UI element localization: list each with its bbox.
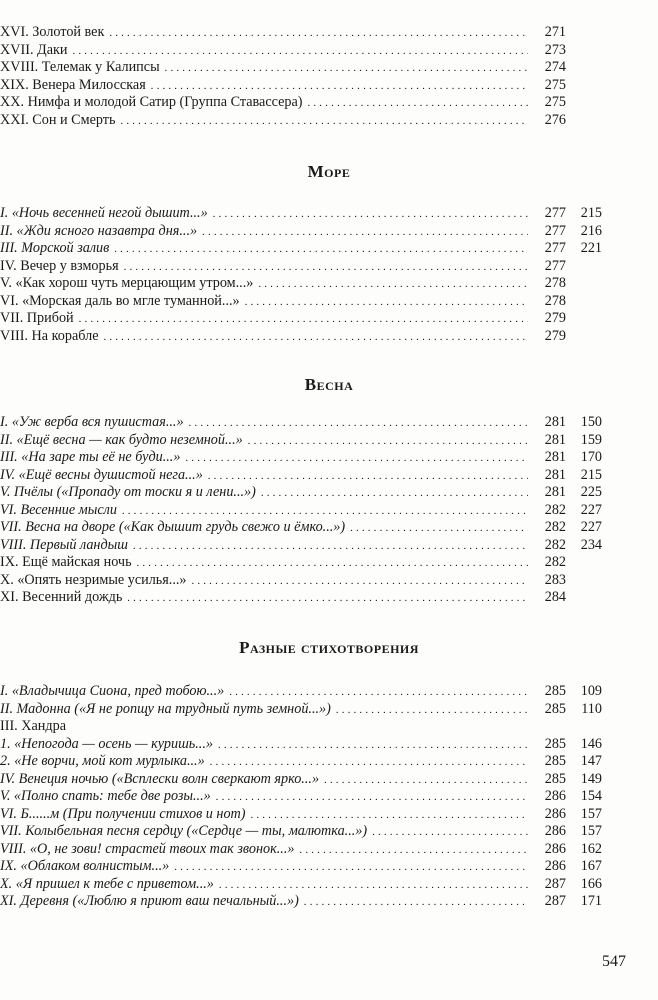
toc-entry	[0, 275, 658, 293]
toc-entry	[0, 823, 658, 841]
entry-title	[0, 554, 528, 573]
entry-ref: 215	[580, 466, 602, 483]
entry-title	[0, 94, 528, 113]
entry-title	[0, 449, 528, 468]
toc-entry	[0, 328, 658, 346]
entry-page: 276	[532, 112, 566, 130]
entry-title	[0, 701, 528, 720]
entry-page: 282	[532, 519, 566, 537]
toc-entry	[0, 24, 658, 42]
entry-title	[0, 240, 528, 259]
toc-entry	[0, 893, 658, 911]
toc-entry	[0, 519, 658, 537]
entry-ref: 146	[580, 735, 602, 752]
entry-page: 284	[532, 589, 566, 607]
toc-entry	[0, 753, 658, 771]
entry-title	[0, 858, 528, 877]
entry-page: 281	[532, 467, 566, 485]
toc-entry	[0, 223, 658, 241]
entry-title-text: XI. Весенний дождь	[0, 589, 123, 605]
entry-title	[0, 328, 528, 347]
entry-title-text: VIII. «О, не зови! страстей твоих так звонок...»	[0, 840, 295, 857]
entry-title	[0, 205, 528, 224]
entry-ref: 170	[580, 449, 602, 465]
toc-entry	[0, 788, 658, 806]
entry-title-text: VI. Б......м (При получении стихов и нот)	[0, 805, 246, 822]
entry-title-text: II. Мадонна («Я не ропщу на трудный путь земной...»)	[0, 700, 331, 717]
entry-ref: 147	[580, 753, 602, 769]
entry-page: 281	[532, 432, 566, 450]
toc-section-sea	[0, 205, 658, 345]
entry-title	[0, 112, 528, 131]
entry-title	[0, 806, 528, 825]
entry-page: 281	[532, 484, 566, 502]
toc-entry	[0, 310, 658, 328]
entry-ref: 162	[580, 840, 602, 857]
toc-entry	[0, 589, 658, 607]
entry-title-text: XVII. Даки	[0, 41, 68, 58]
entry-page: 278	[532, 275, 566, 293]
entry-ref: 166	[580, 875, 602, 892]
entry-title	[0, 537, 528, 556]
toc-entry	[0, 718, 658, 736]
entry-title-text: I. «Ночь весенней негой дышит...»	[0, 205, 208, 221]
toc-entry	[0, 806, 658, 824]
entry-title	[0, 572, 528, 591]
toc-entry	[0, 112, 658, 130]
entry-page: 279	[532, 328, 566, 346]
entry-page: 273	[532, 42, 566, 60]
entry-title-text: III. Морской залив	[0, 240, 110, 256]
entry-page: 285	[532, 771, 566, 789]
toc-entry	[0, 449, 658, 467]
entry-page: 275	[532, 94, 566, 112]
toc-entry	[0, 432, 658, 450]
entry-page: 286	[532, 858, 566, 876]
entry-ref: 109	[580, 683, 602, 699]
entry-ref: 216	[580, 222, 602, 239]
entry-ref: 110	[581, 700, 602, 717]
entry-page: 277	[532, 223, 566, 241]
toc-entry	[0, 94, 658, 112]
entry-title	[0, 841, 528, 860]
entry-ref: 167	[580, 858, 602, 874]
toc-entry	[0, 876, 658, 894]
entry-title	[0, 310, 528, 329]
toc-entry	[0, 858, 658, 876]
toc-section-continuation	[0, 24, 658, 129]
toc-entry	[0, 59, 658, 77]
entry-title-text: IV. Венеция ночью («Всплески волн сверкают ярко...»	[0, 770, 320, 787]
entry-title-text: IX. «Облаком волнистым...»	[0, 858, 170, 874]
entry-title-text: XX. Нимфа и молодой Сатир (Группа Ставассера)	[0, 94, 303, 110]
entry-page: 274	[532, 59, 566, 77]
entry-page: 286	[532, 788, 566, 806]
entry-ref: 149	[580, 770, 602, 787]
entry-page: 277	[532, 240, 566, 258]
entry-title-text: V. Пчёлы («Пропаду от тоски я и лени...»)	[0, 484, 256, 500]
entry-title-text: VI. «Морская даль во мгле туманной...»	[0, 292, 240, 309]
toc-entry	[0, 42, 658, 60]
toc-entry	[0, 537, 658, 555]
entry-page: 282	[532, 554, 566, 572]
entry-title-text: VIII. На корабле	[0, 327, 99, 344]
entry-title-text: VI. Весенние мысли	[0, 501, 117, 518]
entry-title	[0, 519, 528, 538]
entry-title-text: XIX. Венера Милосская	[0, 76, 146, 93]
entry-ref: 171	[580, 893, 602, 909]
entry-title	[0, 293, 528, 312]
entry-title	[0, 467, 528, 486]
entry-title-text: IV. «Ещё весны душистой нега...»	[0, 466, 203, 483]
entry-title-text: XVIII. Телемак у Калипсы	[0, 59, 160, 75]
entry-title	[0, 683, 528, 702]
entry-title-text: VII. Прибой	[0, 310, 74, 326]
entry-page: 285	[532, 683, 566, 701]
entry-ref: 227	[580, 501, 602, 518]
section-heading-various-poems: Разные стихотворения	[239, 638, 419, 657]
entry-page: 281	[532, 414, 566, 432]
entry-title-text: VII. Весна на дворе («Как дышит грудь свежо и ёмко...»)	[0, 519, 346, 535]
entry-title	[0, 502, 528, 521]
entry-ref: 150	[580, 414, 602, 430]
toc-entry	[0, 701, 658, 719]
entry-title-text: VIII. Первый ландыш	[0, 536, 128, 553]
entry-title-text: XI. Деревня («Люблю я приют ваш печальный...»)	[0, 893, 299, 909]
entry-title-text: XXI. Сон и Смерть	[0, 111, 116, 128]
entry-ref: 159	[580, 431, 602, 448]
entry-title	[0, 736, 528, 755]
toc-entry	[0, 77, 658, 95]
entry-page: 277	[532, 205, 566, 223]
toc-entry	[0, 554, 658, 572]
entry-title-text: III. Хандра	[0, 718, 67, 734]
entry-page: 271	[532, 24, 566, 42]
entry-title	[0, 718, 528, 736]
section-heading-sea: Море	[307, 162, 351, 181]
entry-ref: 227	[580, 519, 602, 535]
entry-title-text: X. «Опять незримые усилья...»	[0, 571, 187, 588]
entry-title-text: I. «Уж верба вся пушистая...»	[0, 414, 184, 430]
entry-title	[0, 42, 528, 61]
toc-entry	[0, 736, 658, 754]
entry-page: 282	[532, 502, 566, 520]
entry-title	[0, 77, 528, 96]
entry-page: 282	[532, 537, 566, 555]
entry-page: 286	[532, 823, 566, 841]
entry-ref: 221	[580, 240, 602, 256]
toc-entry	[0, 771, 658, 789]
entry-title	[0, 753, 528, 772]
entry-page: 286	[532, 806, 566, 824]
entry-title	[0, 823, 528, 842]
entry-title	[0, 432, 528, 451]
entry-title-text: 1. «Непогода — осень — куришь...»	[0, 735, 213, 752]
toc-entry	[0, 841, 658, 859]
entry-title	[0, 771, 528, 790]
entry-title	[0, 484, 528, 503]
toc-entry	[0, 258, 658, 276]
toc-entry	[0, 205, 658, 223]
entry-page: 279	[532, 310, 566, 328]
toc-entry	[0, 414, 658, 432]
entry-title-text: I. «Владычица Сиона, пред тобою...»	[0, 683, 225, 699]
entry-title-text: V. «Как хорош чуть мерцающим утром...»	[0, 275, 254, 291]
toc-entry	[0, 572, 658, 590]
entry-title-text: II. «Ещё весна — как будто неземной...»	[0, 431, 243, 448]
toc-entry	[0, 502, 658, 520]
entry-title-text: III. «На заре ты её не буди...»	[0, 449, 181, 465]
entry-page: 283	[532, 572, 566, 590]
entry-page: 287	[532, 893, 566, 911]
entry-title-text: X. «Я пришел к тебе с приветом...»	[0, 875, 214, 892]
entry-title-text: V. «Полно спать: тебе две розы...»	[0, 788, 211, 804]
entry-page: 277	[532, 258, 566, 276]
toc-entry	[0, 293, 658, 311]
entry-title	[0, 414, 528, 433]
section-heading-spring: Весна	[304, 375, 354, 394]
entry-title-text: II. «Жди ясного назавтра дня...»	[0, 222, 198, 239]
entry-title-text: XVI. Золотой век	[0, 24, 105, 40]
entry-title-text: 2. «Не ворчи, мой кот мурлыка...»	[0, 753, 205, 769]
entry-ref: 234	[580, 536, 602, 553]
entry-ref: 157	[580, 805, 602, 822]
page-number: 547	[602, 953, 626, 970]
toc-entry	[0, 240, 658, 258]
entry-title-text: VII. Колыбельная песня сердцу («Сердце — ты, малютка...»)	[0, 823, 368, 839]
entry-ref: 157	[580, 823, 602, 839]
entry-title	[0, 876, 528, 895]
entry-title-text: IX. Ещё майская ночь	[0, 554, 132, 570]
entry-title	[0, 893, 528, 912]
toc-entry	[0, 467, 658, 485]
entry-page: 286	[532, 841, 566, 859]
toc-section-spring	[0, 414, 658, 607]
entry-ref: 225	[580, 484, 602, 500]
entry-ref: 154	[580, 788, 602, 804]
entry-page: 275	[532, 77, 566, 95]
entry-page: 285	[532, 701, 566, 719]
entry-title	[0, 24, 528, 43]
entry-page: 278	[532, 293, 566, 311]
entry-title	[0, 223, 528, 242]
entry-title	[0, 275, 528, 294]
entry-title	[0, 589, 528, 608]
entry-title-text: IV. Вечер у взморья	[0, 257, 119, 274]
entry-title	[0, 59, 528, 78]
entry-page: 285	[532, 753, 566, 771]
toc-section-various-poems	[0, 683, 658, 911]
toc-entry	[0, 683, 658, 701]
entry-page: 281	[532, 449, 566, 467]
entry-ref: 215	[580, 205, 602, 221]
entry-page: 285	[532, 736, 566, 754]
entry-page: 287	[532, 876, 566, 894]
toc-entry	[0, 484, 658, 502]
entry-title	[0, 788, 528, 807]
entry-title	[0, 258, 528, 277]
